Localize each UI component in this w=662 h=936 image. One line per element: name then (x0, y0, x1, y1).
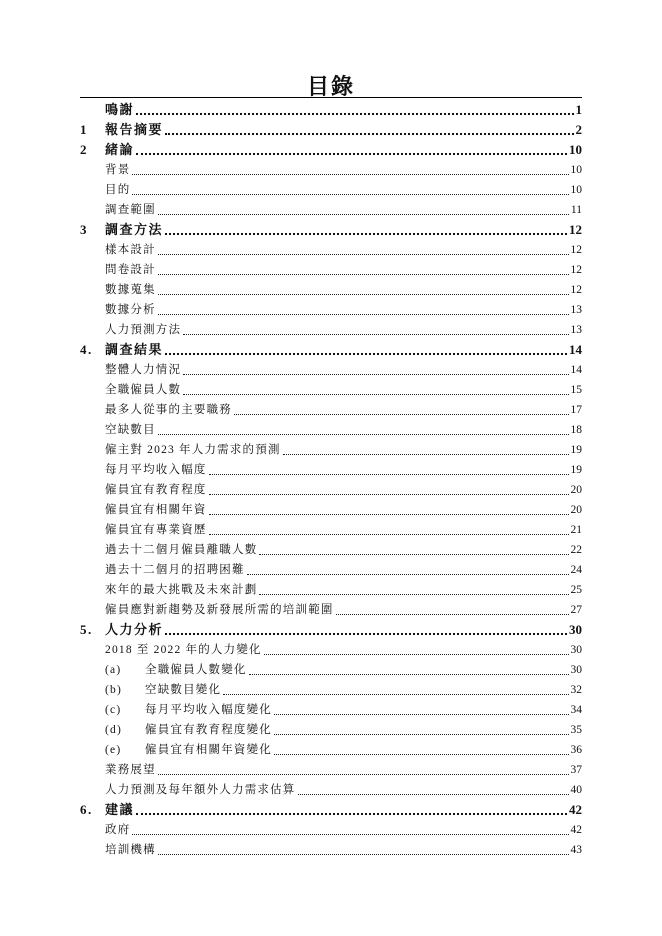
dot-leader (249, 674, 569, 675)
toc-entry[interactable] (80, 220, 582, 240)
toc-entry[interactable] (80, 620, 582, 640)
toc-entry[interactable] (80, 260, 582, 280)
toc-entry[interactable] (80, 160, 582, 180)
toc-page-number: 37 (570, 764, 582, 776)
dot-leader (132, 834, 568, 835)
toc-entry-title: 僱員宜有專業資歷 (105, 524, 207, 536)
toc-entry-title: 僱員宜有教育程度 (105, 484, 207, 496)
toc-page-number: 24 (570, 564, 582, 576)
dot-leader (298, 794, 569, 795)
toc-entry-title: 報告摘要 (105, 122, 164, 137)
toc-item-letter: (c) (105, 704, 122, 716)
toc-page-number: 32 (570, 684, 582, 696)
toc-page-number: 14 (569, 342, 582, 357)
toc-entry[interactable] (80, 320, 582, 340)
toc-entry[interactable] (80, 840, 582, 860)
toc-entry[interactable] (80, 340, 582, 360)
toc-entry-title: 全職僱員人數 (105, 384, 182, 396)
dot-leader (165, 233, 567, 235)
dot-leader (336, 614, 569, 615)
toc-entry-title: 空缺數目變化 (145, 684, 222, 696)
toc-entry[interactable] (80, 200, 582, 220)
toc-page-number: 19 (570, 444, 582, 456)
toc-page-number: 18 (570, 424, 582, 436)
toc-entry-title: 人力預測方法 (105, 324, 182, 336)
toc-entry-title: 2018 至 2022 年的人力變化 (105, 644, 262, 656)
toc-section-number: 3 (80, 222, 88, 237)
toc-page-number: 42 (570, 824, 582, 836)
toc-entry[interactable] (80, 720, 582, 740)
dot-leader (158, 434, 569, 435)
toc-entry-title: 背景 (105, 164, 131, 176)
toc-item-letter: (d) (105, 724, 123, 736)
dot-leader (247, 574, 569, 575)
toc-entry[interactable] (80, 440, 582, 460)
dot-leader (136, 153, 567, 155)
toc-entry-title: 問卷設計 (105, 264, 156, 276)
dot-leader (183, 334, 568, 335)
dot-leader (209, 474, 569, 475)
dot-leader (158, 854, 569, 855)
dot-leader (158, 774, 569, 775)
toc-entry[interactable] (80, 600, 582, 620)
dot-leader (183, 374, 568, 375)
dot-leader (165, 633, 567, 635)
toc-entry-title: 整體人力情況 (105, 364, 182, 376)
toc-entry-title: 每月平均收入幅度變化 (145, 704, 272, 716)
toc-entry[interactable] (80, 480, 582, 500)
toc-page-number: 36 (570, 744, 582, 756)
dot-leader (259, 554, 568, 555)
toc-page-number: 30 (570, 644, 582, 656)
dot-leader (259, 594, 568, 595)
toc-section-number: 5. (80, 622, 93, 637)
dot-leader (158, 214, 569, 215)
dot-leader (158, 254, 569, 255)
toc-entry[interactable] (80, 760, 582, 780)
toc-entry-title: 僱員宜有相關年資 (105, 504, 207, 516)
toc-entry[interactable] (80, 460, 582, 480)
toc-page-number: 25 (570, 584, 582, 596)
toc-entry-title: 樣本設計 (105, 244, 156, 256)
toc-entry-title: 調查方法 (105, 222, 164, 237)
toc-item-letter: (e) (105, 744, 122, 756)
dot-leader (158, 274, 569, 275)
toc-page-number: 15 (570, 384, 582, 396)
toc-entry[interactable] (80, 180, 582, 200)
toc-entry-title: 數據分析 (105, 304, 156, 316)
toc-page-number: 13 (570, 324, 582, 336)
toc-entry[interactable] (80, 580, 582, 600)
dot-leader (132, 174, 568, 175)
dot-leader (209, 514, 569, 515)
toc-page-number: 12 (570, 244, 582, 256)
toc-entry[interactable] (80, 300, 582, 320)
toc-page-number: 17 (570, 404, 582, 416)
toc-item-letter: (b) (105, 684, 123, 696)
toc-page-number: 35 (570, 724, 582, 736)
toc-entry[interactable] (80, 120, 582, 140)
toc-entry[interactable] (80, 400, 582, 420)
toc-entry[interactable] (80, 560, 582, 580)
toc-page-number: 14 (570, 364, 582, 376)
toc-entry-title: 建議 (105, 802, 135, 817)
dot-leader (264, 654, 569, 655)
toc-page-number: 12 (570, 264, 582, 276)
dot-leader (158, 314, 569, 315)
toc-page-number: 30 (569, 622, 582, 637)
dot-leader (158, 294, 569, 295)
toc-section-number: 4. (80, 342, 93, 357)
toc-page-number: 22 (570, 544, 582, 556)
toc-page-number: 40 (570, 784, 582, 796)
toc-page-number: 2 (575, 122, 582, 137)
toc-section-number: 2 (80, 142, 88, 157)
title-divider (80, 97, 582, 98)
toc-entry[interactable] (80, 380, 582, 400)
toc-entry[interactable] (80, 500, 582, 520)
dot-leader (274, 714, 569, 715)
dot-leader (283, 454, 569, 455)
toc-entry-title: 鳴謝 (105, 102, 135, 117)
toc-entry-title: 調查範圍 (105, 204, 156, 216)
dot-leader (183, 394, 568, 395)
toc-entry[interactable] (80, 140, 582, 160)
dot-leader (136, 813, 567, 815)
dot-leader (209, 494, 569, 495)
dot-leader (274, 734, 569, 735)
toc-section-number: 6. (80, 802, 93, 817)
toc-entry[interactable] (80, 740, 582, 760)
toc-entry[interactable] (80, 660, 582, 680)
toc-entry-title: 人力預測及每年額外人力需求估算 (105, 784, 296, 796)
toc-entry-title: 空缺數目 (105, 424, 156, 436)
toc-entry-title: 緒論 (105, 142, 135, 157)
toc-page-number: 12 (569, 222, 582, 237)
toc-entry-title: 最多人從事的主要職務 (105, 404, 232, 416)
toc-page-number: 20 (570, 484, 582, 496)
toc-page-number: 20 (570, 504, 582, 516)
toc-entry[interactable] (80, 640, 582, 660)
toc-page-number: 10 (570, 164, 582, 176)
toc-section-number: 1 (80, 122, 88, 137)
toc-entry-title: 來年的最大挑戰及未來計劃 (105, 584, 258, 596)
toc-entry-title: 僱主對 2023 年人力需求的預測 (105, 444, 281, 456)
toc-entry[interactable] (80, 420, 582, 440)
toc-entry[interactable] (80, 820, 582, 840)
toc-entry[interactable] (80, 700, 582, 720)
toc-entry-title: 僱員應對新趨勢及新發展所需的培訓範圍 (105, 604, 334, 616)
toc-entry[interactable] (80, 360, 582, 380)
toc-entry-title: 數據蒐集 (105, 284, 156, 296)
toc-entry[interactable] (80, 240, 582, 260)
dot-leader (136, 113, 573, 115)
table-of-contents (80, 100, 582, 860)
toc-entry[interactable] (80, 280, 582, 300)
toc-page-number: 12 (570, 284, 582, 296)
dot-leader (165, 353, 567, 355)
toc-entry-title: 政府 (105, 824, 131, 836)
toc-entry-title: 調查結果 (105, 342, 164, 357)
toc-entry-title: 每月平均收入幅度 (105, 464, 207, 476)
toc-item-letter: (a) (105, 664, 122, 676)
toc-page-number: 19 (570, 464, 582, 476)
toc-entry-title: 全職僱員人數變化 (145, 664, 247, 676)
toc-entry[interactable] (80, 540, 582, 560)
toc-page-number: 13 (570, 304, 582, 316)
toc-entry-title: 僱員宜有教育程度變化 (145, 724, 272, 736)
toc-page-number: 11 (570, 204, 582, 216)
toc-entry[interactable] (80, 680, 582, 700)
toc-page-number: 43 (570, 844, 582, 856)
toc-entry-title: 過去十二個月的招聘困難 (105, 564, 245, 576)
dot-leader (165, 133, 573, 135)
toc-page-number: 1 (575, 102, 582, 117)
toc-entry-title: 過去十二個月僱員離職人數 (105, 544, 258, 556)
page-title: 目錄 (306, 74, 355, 99)
dot-leader (223, 694, 568, 695)
toc-entry-title: 培訓機構 (105, 844, 156, 856)
dot-leader (274, 754, 569, 755)
toc-entry-title: 業務展望 (105, 764, 156, 776)
toc-entry[interactable] (80, 100, 582, 120)
toc-page-number: 27 (570, 604, 582, 616)
dot-leader (209, 534, 569, 535)
toc-page-number: 34 (570, 704, 582, 716)
toc-page-number: 21 (570, 524, 582, 536)
dot-leader (132, 194, 568, 195)
dot-leader (234, 414, 569, 415)
toc-entry-title: 人力分析 (105, 622, 164, 637)
toc-entry[interactable] (80, 780, 582, 800)
toc-entry[interactable] (80, 520, 582, 540)
toc-entry[interactable] (80, 800, 582, 820)
toc-page-number: 30 (570, 664, 582, 676)
toc-page-number: 10 (569, 142, 582, 157)
toc-entry-title: 僱員宜有相關年資變化 (145, 744, 272, 756)
toc-page-number: 42 (569, 802, 582, 817)
toc-entry-title: 目的 (105, 184, 131, 196)
toc-page-number: 10 (570, 184, 582, 196)
